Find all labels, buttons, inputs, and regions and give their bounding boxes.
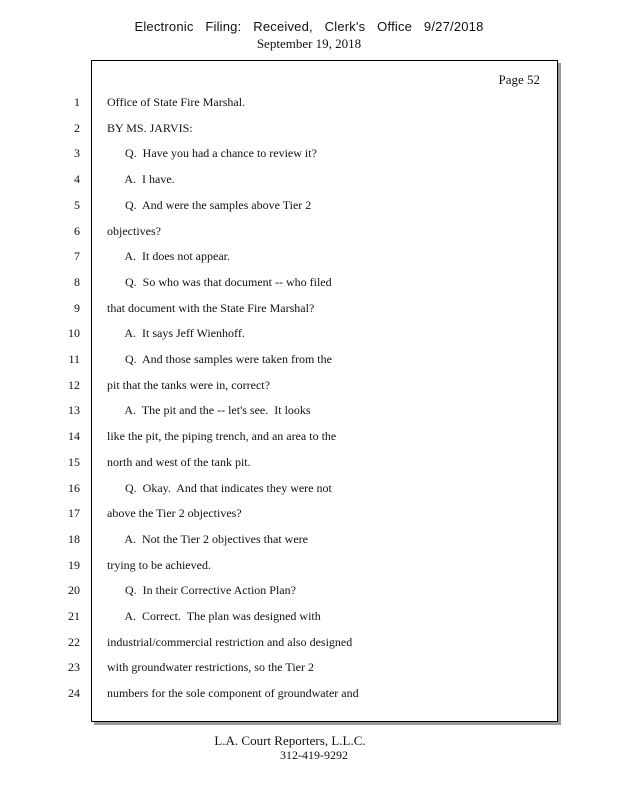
transcript-line: north and west of the tank pit. bbox=[107, 455, 251, 469]
line-number: 1 bbox=[74, 95, 80, 109]
line-number: 2 bbox=[74, 121, 80, 135]
transcript-line: Q. And those samples were taken from the bbox=[107, 352, 332, 366]
transcript-line: industrial/commercial restriction and also designed bbox=[107, 635, 353, 649]
transcript-line: above the Tier 2 objectives? bbox=[107, 506, 242, 520]
line-number: 18 bbox=[68, 532, 80, 546]
line-number: 8 bbox=[74, 275, 80, 289]
transcript-line: A. I have. bbox=[107, 172, 175, 186]
line-number: 21 bbox=[68, 609, 80, 623]
line-number: 14 bbox=[68, 429, 80, 443]
transcript-line: A. The pit and the -- let's see. It looks bbox=[107, 403, 311, 417]
line-number: 16 bbox=[68, 481, 80, 495]
line-number: 9 bbox=[74, 301, 80, 315]
line-number: 13 bbox=[68, 403, 80, 417]
transcript-line: Q. Okay. And that indicates they were not bbox=[107, 481, 332, 495]
footer-phone: 312-419-9292 bbox=[280, 748, 348, 762]
line-number: 23 bbox=[68, 660, 80, 674]
transcript-line: Q. In their Corrective Action Plan? bbox=[107, 583, 296, 597]
footer-company: L.A. Court Reporters, L.L.C. bbox=[214, 733, 366, 748]
transcript-line: Office of State Fire Marshal. bbox=[107, 95, 246, 109]
transcript-line: BY MS. JARVIS: bbox=[107, 121, 193, 135]
transcript-line: Q. Have you had a chance to review it? bbox=[107, 146, 317, 160]
transcript-line: A. It does not appear. bbox=[107, 249, 230, 263]
header-date: September 19, 2018 bbox=[256, 36, 362, 51]
line-number: 6 bbox=[74, 224, 80, 238]
transcript-line: numbers for the sole component of groundwater and bbox=[107, 686, 359, 700]
line-number: 4 bbox=[74, 172, 80, 186]
line-number: 20 bbox=[68, 583, 80, 597]
line-number: 15 bbox=[68, 455, 80, 469]
transcript-line: with groundwater restrictions, so the Tier 2 bbox=[107, 660, 314, 674]
line-number: 7 bbox=[74, 249, 80, 263]
transcript-line: Q. So who was that document -- who filed bbox=[107, 275, 332, 289]
transcript-line: Q. And were the samples above Tier 2 bbox=[107, 198, 312, 212]
transcript-line: A. Correct. The plan was designed with bbox=[107, 609, 321, 623]
line-number: 22 bbox=[68, 635, 80, 649]
line-number: 19 bbox=[68, 558, 80, 572]
transcript-line: pit that the tanks were in, correct? bbox=[107, 378, 270, 392]
line-number: 10 bbox=[68, 326, 80, 340]
transcript-line: that document with the State Fire Marshal? bbox=[107, 301, 315, 315]
line-number: 11 bbox=[68, 352, 80, 366]
line-number: 12 bbox=[68, 378, 80, 392]
transcript-line: like the pit, the piping trench, and an area to the bbox=[107, 429, 337, 443]
transcript-line: A. It says Jeff Wienhoff. bbox=[107, 326, 245, 340]
line-number: 24 bbox=[68, 686, 80, 700]
transcript-line: objectives? bbox=[107, 224, 161, 238]
line-number: 5 bbox=[74, 198, 80, 212]
line-number: 3 bbox=[74, 146, 80, 160]
line-number: 17 bbox=[68, 506, 80, 520]
transcript-line: trying to be achieved. bbox=[107, 558, 211, 572]
filing-stamp: Electronic Filing: Received, Clerk's Office 9/27/2018 bbox=[134, 19, 484, 34]
page-number: Page 52 bbox=[498, 72, 540, 87]
transcript-line: A. Not the Tier 2 objectives that were bbox=[107, 532, 308, 546]
